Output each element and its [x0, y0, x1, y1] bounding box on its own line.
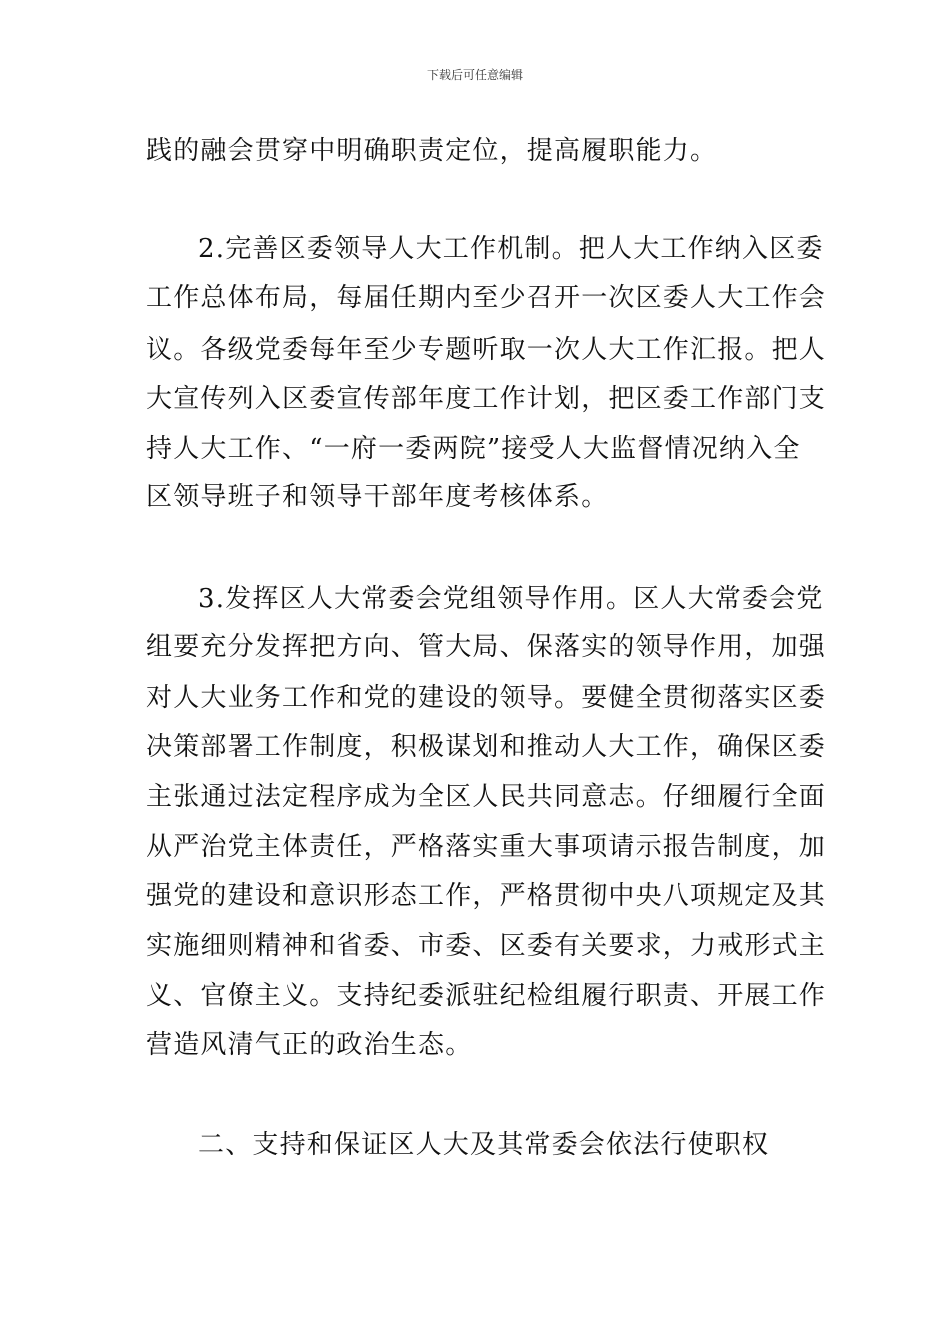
- paragraph-3-line-3: 对人大业务工作和党的建设的领导。要健全贯彻落实区委: [146, 683, 827, 713]
- paragraph-2-line-5: 持人大工作、“一府一委两院”接受人大监督情况纳入全: [146, 434, 801, 464]
- paragraph-3-line-8: 实施细则精神和省委、市委、区委有关要求，力戒形式主: [146, 931, 827, 961]
- paragraph-3-line-7: 强党的建设和意识形态工作，严格贯彻中央八项规定及其: [146, 881, 827, 911]
- paragraph-3-line-10: 营造风清气正的政治生态。: [146, 1030, 473, 1060]
- page-header: 下载后可任意编辑: [426, 68, 523, 82]
- paragraph-2-line-6: 区领导班子和领导干部年度考核体系。: [146, 482, 609, 512]
- paragraph-2-line-2: 工作总体布局，每届任期内至少召开一次区委人大工作会: [146, 283, 827, 313]
- section-heading: 二、支持和保证区人大及其常委会依法行使职权: [198, 1130, 770, 1160]
- paragraph-2-line-1: 2.完善区委领导人大工作机制。把人大工作纳入区委: [198, 234, 824, 264]
- paragraph-3-line-5: 主张通过法定程序成为全区人民共同意志。仔细履行全面: [146, 782, 827, 812]
- paragraph-3-line-1: 3.发挥区人大常委会党组领导作用。区人大常委会党: [198, 584, 824, 614]
- paragraph-1-line-1: 践的融会贯穿中明确职责定位，提高履职能力。: [146, 136, 718, 166]
- paragraph-2-line-4: 大宣传列入区委宣传部年度工作计划，把区委工作部门支: [146, 384, 827, 414]
- paragraph-3-line-9: 义、官僚主义。支持纪委派驻纪检组履行职责、开展工作: [146, 981, 827, 1011]
- paragraph-3-line-2: 组要充分发挥把方向、管大局、保落实的领导作用，加强: [146, 632, 827, 662]
- paragraph-3-line-4: 决策部署工作制度，积极谋划和推动人大工作，确保区委: [146, 732, 827, 762]
- paragraph-3-line-6: 从严治党主体责任，严格落实重大事项请示报告制度，加: [146, 832, 827, 862]
- paragraph-2-line-3: 议。各级党委每年至少专题听取一次人大工作汇报。把人: [146, 335, 827, 365]
